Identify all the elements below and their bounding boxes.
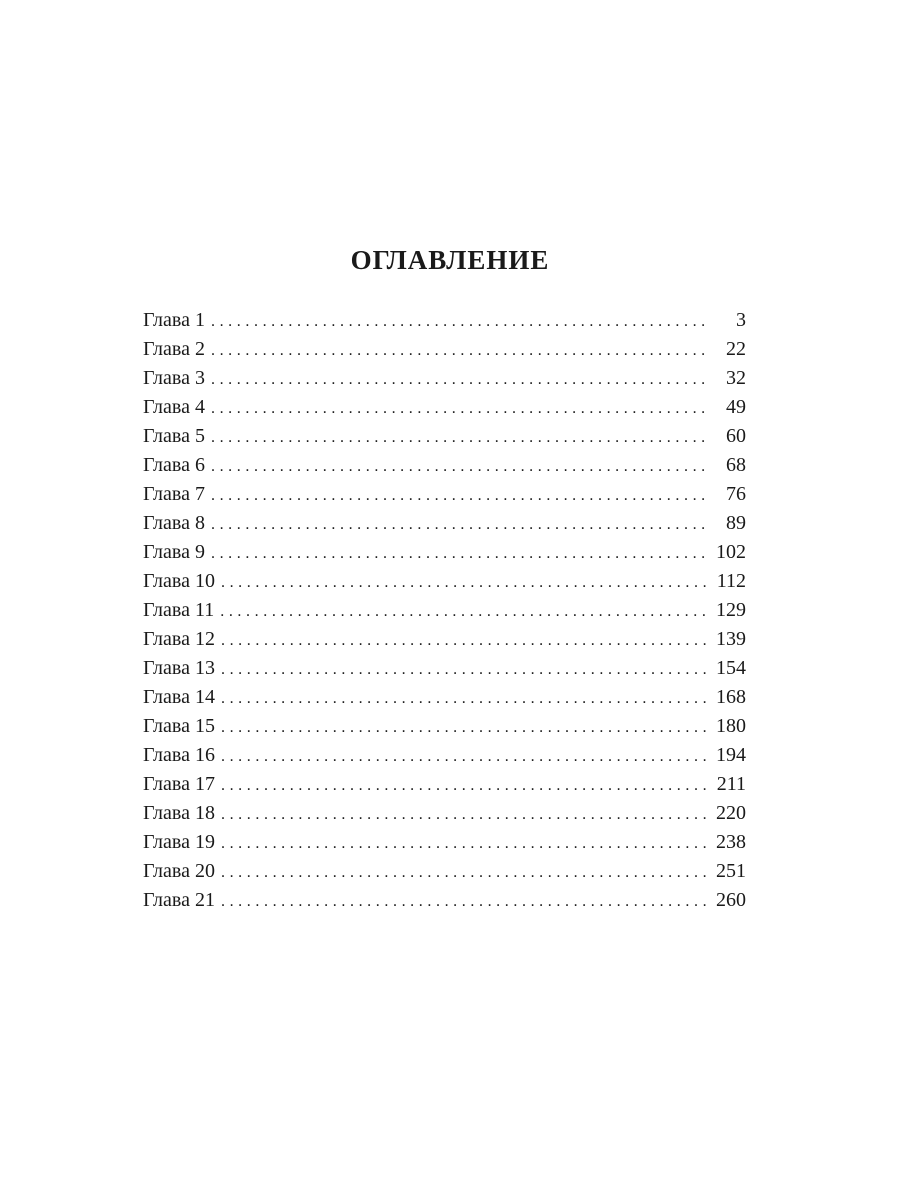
toc-entry[interactable] — [143, 538, 746, 567]
dot-leader — [211, 394, 706, 423]
toc-entry[interactable] — [143, 509, 746, 538]
toc-entry[interactable] — [143, 654, 746, 683]
toc-entry-label: Глава 17 — [143, 773, 215, 795]
toc-entry-page: 3 — [736, 309, 746, 331]
toc-entry[interactable] — [143, 799, 746, 828]
dot-leader — [211, 452, 706, 481]
toc-entry-label: Глава 12 — [143, 628, 215, 650]
dot-leader — [211, 481, 706, 510]
toc-entry-page: 211 — [716, 773, 746, 795]
toc-entry-page: 112 — [716, 570, 746, 592]
toc-entry[interactable] — [143, 741, 746, 770]
dot-leader — [211, 423, 706, 452]
toc-entry-label: Глава 10 — [143, 570, 215, 592]
toc-entry[interactable] — [143, 422, 746, 451]
toc-entry-page: 102 — [716, 541, 746, 563]
toc-entry-label: Глава 5 — [143, 425, 205, 447]
toc-entry-label: Глава 2 — [143, 338, 205, 360]
toc-entry-label: Глава 15 — [143, 715, 215, 737]
toc-entry[interactable] — [143, 770, 746, 799]
toc-entry[interactable] — [143, 625, 746, 654]
toc-entry-page: 238 — [716, 831, 746, 853]
dot-leader — [221, 887, 706, 916]
toc-entry[interactable] — [143, 451, 746, 480]
toc-entry[interactable] — [143, 857, 746, 886]
dot-leader — [211, 510, 706, 539]
toc-entry[interactable] — [143, 712, 746, 741]
dot-leader — [221, 858, 706, 887]
toc-entry-label: Глава 20 — [143, 860, 215, 882]
dot-leader — [211, 336, 706, 365]
toc-list — [143, 306, 746, 915]
toc-entry[interactable] — [143, 886, 746, 915]
dot-leader — [221, 655, 706, 684]
toc-entry-page: 129 — [716, 599, 746, 621]
toc-entry-page: 89 — [726, 512, 746, 534]
dot-leader — [221, 829, 706, 858]
toc-entry-page: 60 — [726, 425, 746, 447]
dot-leader — [221, 626, 706, 655]
dot-leader — [211, 307, 706, 336]
toc-entry-page: 154 — [716, 657, 746, 679]
toc-entry-label: Глава 16 — [143, 744, 215, 766]
dot-leader — [221, 771, 706, 800]
toc-entry-page: 180 — [716, 715, 746, 737]
toc-entry-page: 68 — [726, 454, 746, 476]
toc-entry-page: 139 — [716, 628, 746, 650]
dot-leader — [211, 365, 706, 394]
toc-entry-page: 168 — [716, 686, 746, 708]
toc-title: ОГЛАВЛЕНИЕ — [350, 245, 550, 275]
toc-entry[interactable] — [143, 335, 746, 364]
toc-entry[interactable] — [143, 364, 746, 393]
toc-entry[interactable] — [143, 480, 746, 509]
toc-entry-page: 251 — [716, 860, 746, 882]
toc-entry-label: Глава 9 — [143, 541, 205, 563]
dot-leader — [221, 800, 706, 829]
dot-leader — [221, 713, 706, 742]
toc-entry-page: 194 — [716, 744, 746, 766]
toc-entry-page: 49 — [726, 396, 746, 418]
toc-entry-page: 76 — [726, 483, 746, 505]
toc-entry-label: Глава 3 — [143, 367, 205, 389]
toc-entry[interactable] — [143, 393, 746, 422]
toc-entry-label: Глава 1 — [143, 309, 205, 331]
toc-entry-label: Глава 13 — [143, 657, 215, 679]
toc-entry-label: Глава 11 — [143, 599, 215, 621]
toc-entry[interactable] — [143, 596, 746, 625]
dot-leader — [221, 684, 706, 713]
toc-entry-label: Глава 14 — [143, 686, 215, 708]
toc-entry-label: Глава 8 — [143, 512, 205, 534]
toc-entry[interactable] — [143, 828, 746, 857]
toc-entry[interactable] — [143, 567, 746, 596]
dot-leader — [220, 597, 706, 626]
dot-leader — [221, 568, 706, 597]
toc-entry-label: Глава 6 — [143, 454, 205, 476]
toc-entry-page: 32 — [726, 367, 746, 389]
toc-entry-label: Глава 7 — [143, 483, 205, 505]
toc-entry-page: 260 — [716, 889, 746, 911]
toc-entry-page: 220 — [716, 802, 746, 824]
toc-entry-label: Глава 21 — [143, 889, 215, 911]
toc-entry-label: Глава 19 — [143, 831, 215, 853]
toc-entry[interactable] — [143, 306, 746, 335]
toc-entry-label: Глава 18 — [143, 802, 215, 824]
dot-leader — [221, 742, 706, 771]
toc-entry[interactable] — [143, 683, 746, 712]
toc-entry-label: Глава 4 — [143, 396, 205, 418]
toc-entry-page: 22 — [726, 338, 746, 360]
dot-leader — [211, 539, 706, 568]
